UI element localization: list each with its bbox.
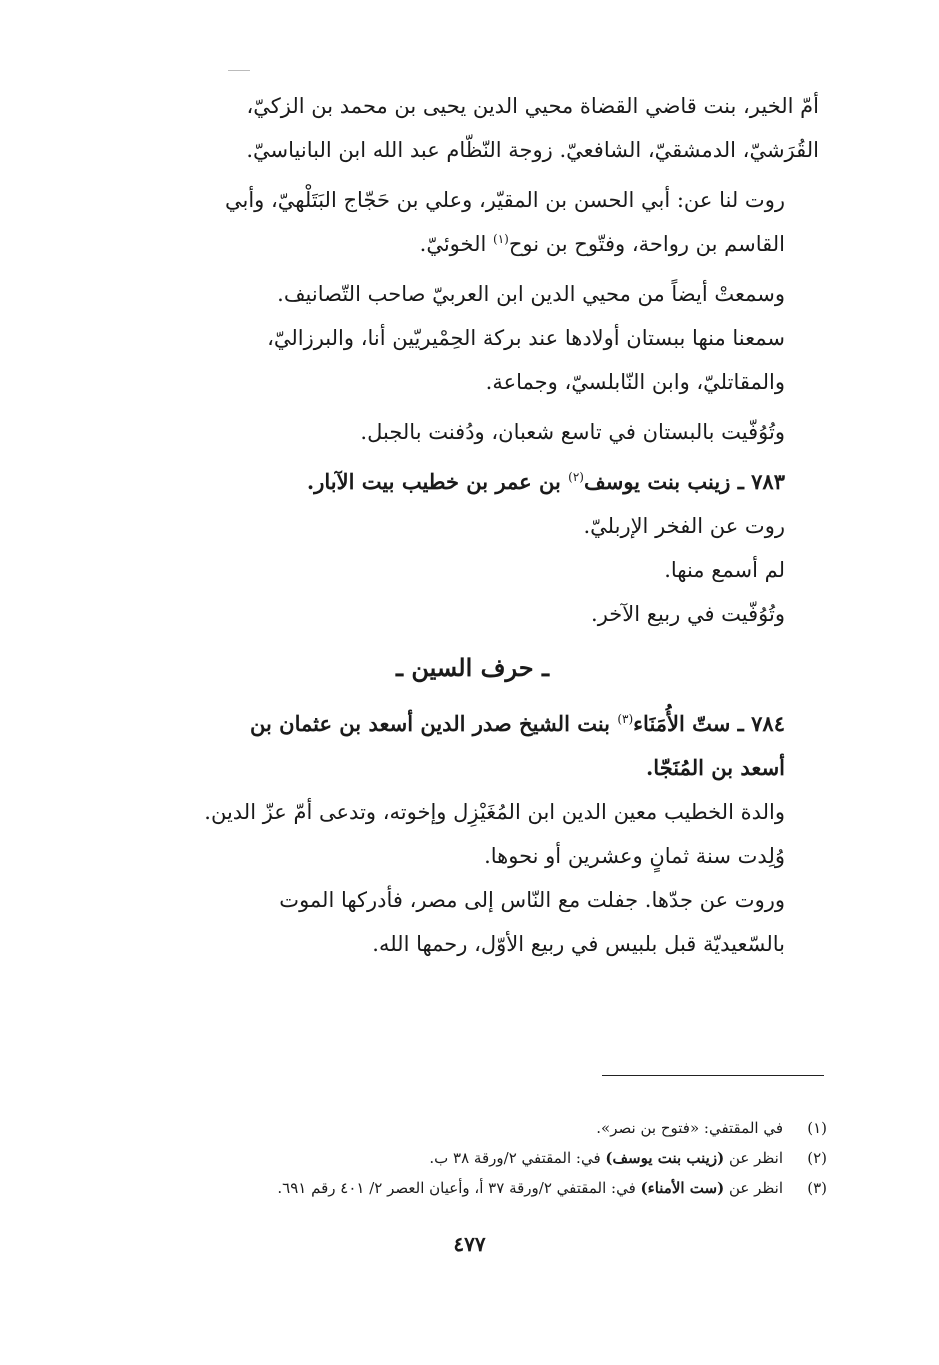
footnote-text-part: في: المقتفي ٢/ورقة ٣٨ ب. — [429, 1149, 606, 1167]
scan-mark — [228, 70, 250, 71]
text-line: الخوئيّ. — [419, 232, 493, 256]
paragraph — [86, 504, 819, 636]
paragraph — [86, 790, 819, 966]
text-line: وروت عن جدّها. جفلت مع النّاس إلى مصر، فأدركها الموت — [279, 888, 785, 912]
footnote-ref[interactable]: (٢) — [568, 470, 584, 484]
footnote-ref[interactable]: (٣) — [617, 712, 634, 726]
entry-title-text: أسعد بن المُنَجّا. — [645, 755, 785, 780]
main-text — [86, 84, 819, 966]
paragraph — [86, 178, 819, 266]
footnote-text-part: في المقتفي: «فتوح بن نصر». — [596, 1119, 783, 1137]
page-number: ٤٧٧ — [453, 1232, 486, 1256]
text-line: القُرَشيّ، الدمشقيّ، الشافعيّ. زوجة النّظّام عبد الله ابن البانياسيّ. — [246, 138, 819, 162]
section-heading: ـ حرف السين ـ — [396, 653, 549, 682]
footnote-number: (٢) — [807, 1149, 827, 1167]
footnote-text-part: في: المقتفي ٢/ورقة ٣٧ أ، وأعيان العصر ٢/ ٤٠١ رقم ٦٩١. — [277, 1179, 641, 1197]
text-line: وتُوُفّيت بالبستان في تاسع شعبان، ودُفنت بالجبل. — [360, 420, 785, 444]
paragraph — [86, 410, 819, 454]
text-line: روت عن الفخر الإربليّ. — [583, 514, 785, 538]
entry-title-text: بن عمر بن خطيب بيت الآبار. — [306, 469, 569, 494]
text-line: وتُوُفّيت في ربيع الآخر. — [591, 602, 785, 626]
entry-title-784 — [86, 702, 819, 790]
paragraph — [86, 272, 819, 316]
footnote-text — [429, 1143, 783, 1173]
footnote-text-bold: (ست الأمناء) — [640, 1179, 725, 1197]
text-line: وسمعتْ أيضاً من محيي الدين ابن العربيّ صاحب التّصانيف. — [277, 282, 785, 306]
footnote-text-bold: (زينب بنت يوسف) — [605, 1149, 725, 1167]
footnote-text — [596, 1113, 783, 1143]
entry-title-text: ٧٨٣ ـ زينب بنت يوسف — [583, 469, 785, 494]
footnote-text-part: انظر عن — [724, 1179, 783, 1197]
paragraph — [86, 316, 819, 404]
text-line: سمعنا منها ببستان أولادها عند بركة الحِمْيريّين أنا، والبرزاليّ، — [267, 326, 785, 350]
footnote-ref[interactable]: (١) — [493, 232, 509, 246]
footnote-text-part: انظر عن — [724, 1149, 783, 1167]
paragraph — [86, 84, 819, 172]
footnotes — [100, 1113, 827, 1203]
text-line: أمّ الخير، بنت قاضي القضاة محيي الدين يحيى بن محمد بن الزكيّ، — [246, 94, 819, 118]
footnote-divider — [602, 1075, 824, 1076]
footnote — [100, 1143, 827, 1173]
text-line: وُلِدت سنة ثمانٍ وعشرين أو نحوها. — [484, 844, 785, 868]
text-line: روت لنا عن: أبي الحسن بن المقيّر، وعلي بن حَجّاج البَتَلْهيّ، وأبي — [224, 188, 785, 212]
entry-title-783 — [86, 460, 819, 504]
footnote-number: (١) — [807, 1119, 827, 1137]
footnote-text — [277, 1173, 783, 1203]
footnote-number: (٣) — [807, 1179, 827, 1197]
footnote — [100, 1113, 827, 1143]
footnote — [100, 1173, 827, 1203]
text-line: بالسّعيديّة قبل بلبيس في ربيع الأوّل، رحمها الله. — [372, 932, 785, 956]
entry-title-text: ٧٨٤ ـ ستّ الأُمَنَاء — [633, 711, 785, 736]
text-line: لم أسمع منها. — [664, 558, 785, 582]
entry-title-text: بنت الشيخ صدر الدين أسعد بن عثمان بن — [250, 711, 618, 736]
text-line: والدة الخطيب معين الدين ابن المُغَيْزِل وإخوته، وتدعى أمّ عزّ الدين. — [204, 800, 785, 824]
text-line: والمقاتليّ، وابن النّابلسيّ، وجماعة. — [485, 370, 785, 394]
text-line: القاسم بن رواحة، وفتّوح بن نوح — [508, 232, 785, 256]
